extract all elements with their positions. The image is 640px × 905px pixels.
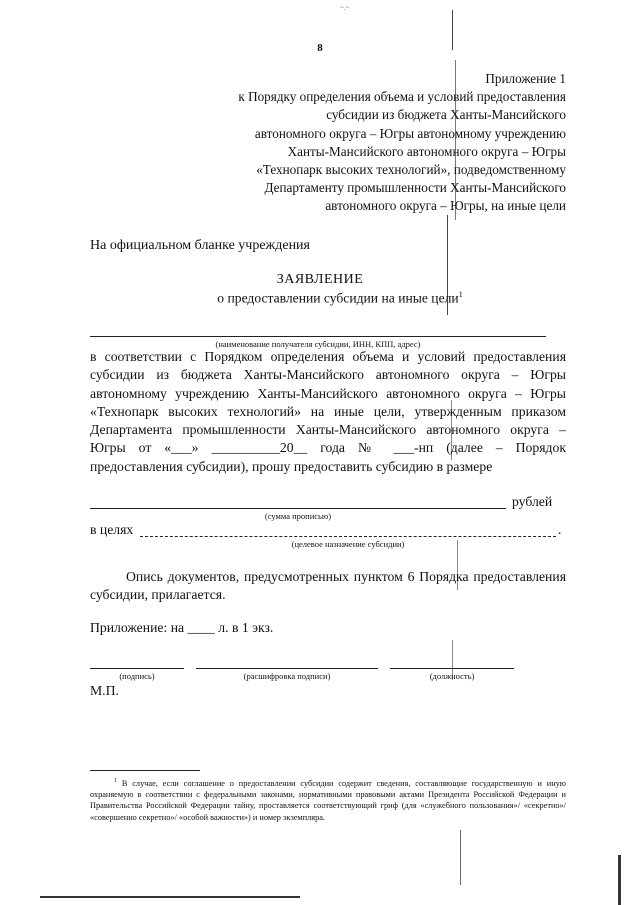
document-subtitle — [110, 290, 570, 307]
purpose-end: . — [558, 522, 562, 537]
appendix-line: Приложение 1 — [485, 71, 566, 86]
appendix-line: субсидии из бюджета Ханты-Мансийского — [326, 107, 566, 123]
document-title: ЗАЯВЛЕНИЕ — [276, 272, 364, 287]
footnote-ref: 1 — [458, 290, 463, 299]
scan-artifact-line — [460, 830, 461, 885]
signature-decode-line — [196, 668, 378, 669]
appendix-line: Департаменту промышленности Ханты-Мансийского — [264, 180, 566, 196]
footnote — [90, 776, 566, 823]
documents-inventory-note: Опись документов, предусмотренных пунктом 6 Порядка предоставления субсидии, прилагается. — [90, 569, 566, 603]
letterhead-note: На официальном бланке учреждения — [90, 238, 310, 253]
signature-caption: (подпись) — [119, 671, 155, 681]
scan-artifact-line — [40, 896, 300, 898]
purpose-line — [140, 536, 556, 537]
appendix-line: Ханты-Мансийского автономного округа – Югры — [287, 143, 566, 159]
appendix-line: автономного округа – Югры автономному учреждению — [254, 125, 566, 141]
stamp-place: М.П. — [90, 683, 119, 698]
purpose-caption: (целевое назначение субсидии) — [291, 539, 405, 549]
position-caption: (должность) — [429, 671, 475, 681]
rubles-label: рублей — [512, 494, 553, 509]
amount-caption: (сумма прописью) — [264, 511, 332, 521]
scan-artifact-line — [618, 855, 621, 905]
appendix-line: к Порядку определения объема и условий предоставления — [238, 89, 566, 105]
appendix-line: автономного округа – Югры, на иные цели — [325, 198, 566, 214]
scan-speck: ~.~ — [340, 4, 350, 12]
application-body: в соответствии с Порядком определения объема и условий предоставления субсидии из бюджета Ханты-Мансийского автономного округа – Югры автономному учреждению Ханты-Мансийского автономного округа – Югры «Технопарк высоких технологий» на иные цели, утвержденным приказом Департамента промышленности Ханты-Мансийского автономного округа – Югры от «___» __________20__ года № ___-нп (далее – Порядок предоставления субсидии), прошу предоставить субсидию в размере — [90, 349, 566, 474]
recipient-caption: (наименование получателя субсидии, ИНН, КПП, адрес) — [215, 339, 421, 349]
appendix-header — [146, 70, 566, 216]
footnote-separator — [90, 770, 200, 771]
purpose-label: в целях — [90, 522, 134, 537]
appendix-line: «Технопарк высоких технологий», подведомственному — [256, 162, 566, 178]
footnote-text: В случае, если соглашение о предоставлении субсидии содержит сведения, составляющие государственную и иную охраняемую в соответствии с федеральными законами, нормативными правовыми актами Президента Российской Федерации и Правительства Российской Федерации тайну, проставляется соответствующий гриф (для «служебного пользования»/ «секретно»/ «совершенно секретно»/ «особой важности») и номер экземпляра. — [90, 778, 566, 822]
signature-line — [90, 668, 184, 669]
signature-decode-caption: (расшифровка подписи) — [243, 671, 331, 681]
attachment-line: Приложение: на ____ л. в 1 экз. — [90, 620, 274, 635]
subtitle-text: о предоставлении субсидии на иные цели — [217, 290, 459, 306]
amount-line — [90, 508, 506, 509]
footnote-mark: 1 — [114, 778, 117, 784]
page-number: 8 — [317, 42, 323, 54]
position-line — [390, 668, 514, 669]
recipient-line — [90, 336, 546, 337]
